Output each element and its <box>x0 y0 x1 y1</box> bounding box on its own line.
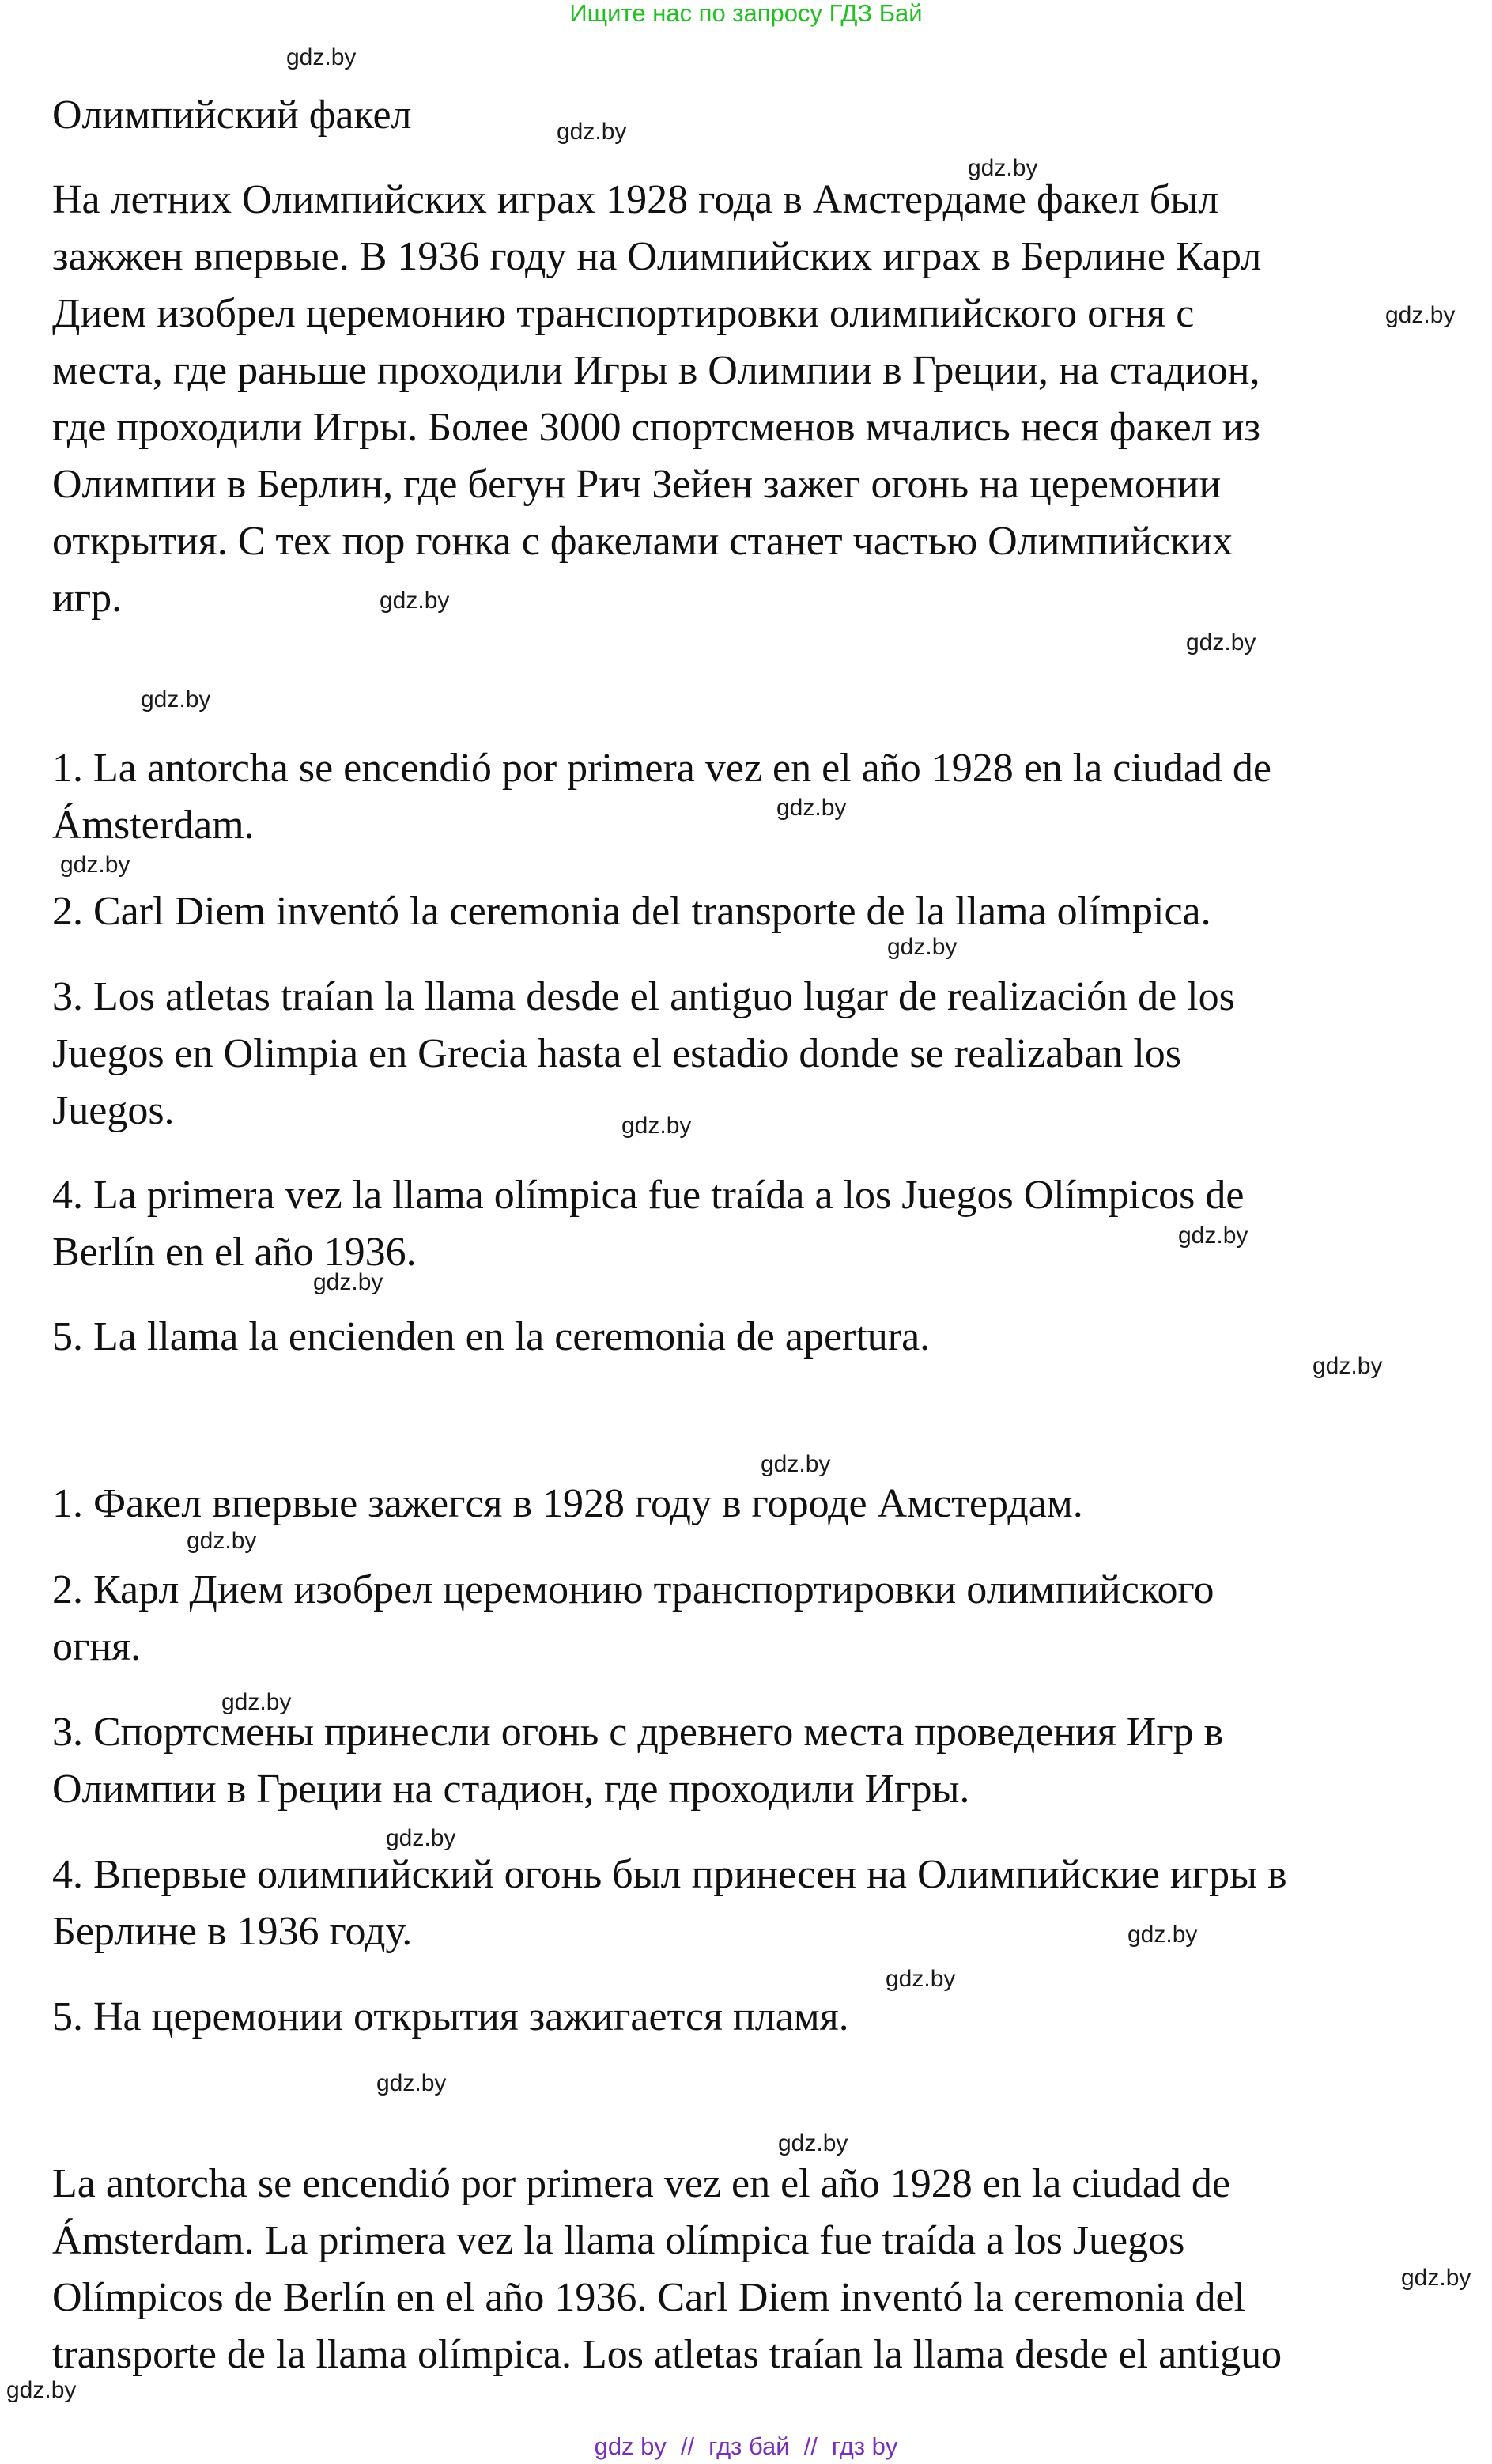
spanish-item-5 <box>52 1309 1460 1366</box>
item-line: 2. Карл Дием изобрел церемонию транспортировки олимпийского <box>52 1567 1214 1612</box>
watermark: gdz.by <box>778 2130 848 2156</box>
watermark: gdz.by <box>60 852 130 878</box>
top-banner: Ищите нас по запросу ГДЗ Бай <box>569 0 923 27</box>
watermark: gdz.by <box>376 2070 447 2096</box>
spanish-summary <box>52 2156 1460 2383</box>
russian-item-3 <box>52 1704 1460 1818</box>
watermark: gdz.by <box>1186 629 1256 656</box>
paragraph-line: открытия. С тех пор гонка с факелами станет частью Олимпийских <box>52 519 1233 564</box>
item-line: 5. La llama la encienden en la ceremonia de apertura. <box>52 1314 931 1359</box>
watermark: gdz.by <box>887 934 958 960</box>
summary-line: La antorcha se encendió por primera vez en el año 1928 en la ciudad de <box>52 2161 1230 2206</box>
watermark: gdz.by <box>313 1269 383 1295</box>
russian-paragraph <box>52 172 1460 627</box>
watermark: gdz.by <box>557 119 627 145</box>
paragraph-line: игр. <box>52 576 123 621</box>
item-line: 1. La antorcha se encendió por primera vez en el año 1928 en la ciudad de <box>52 746 1271 791</box>
item-line: 3. Los atletas traían la llama desde el antiguo lugar de realización de los <box>52 974 1235 1019</box>
watermark: gdz.by <box>1385 302 1456 328</box>
footer-link-gdz-by-cyr[interactable]: гдз by <box>831 2432 898 2460</box>
footer-links <box>0 2432 1492 2461</box>
watermark: gdz.by <box>776 795 847 821</box>
item-line: 5. На церемонии открытия зажигается пламя. <box>52 1994 849 2039</box>
spanish-item-3 <box>52 969 1460 1139</box>
watermark: gdz.by <box>380 588 450 614</box>
watermark: gdz.by <box>1178 1223 1248 1249</box>
paragraph-line: Дием изобрел церемонию транспортировки олимпийского огня с <box>52 291 1195 336</box>
russian-item-1 <box>52 1476 1460 1532</box>
footer-link-gdz-by[interactable]: gdz by <box>594 2432 667 2460</box>
summary-line: Olímpicos de Berlín en el año 1936. Carl Diem inventó la ceremonia del <box>52 2275 1246 2320</box>
watermark: gdz.by <box>968 155 1038 181</box>
watermark: gdz.by <box>386 1825 456 1851</box>
russian-item-4 <box>52 1846 1460 1960</box>
watermark: gdz.by <box>886 1966 956 1992</box>
paragraph-line: Олимпии в Берлин, где бегун Рич Зейен зажег огонь на церемонии <box>52 462 1222 507</box>
watermark: gdz.by <box>1313 1353 1383 1379</box>
watermark: gdz.by <box>1401 2265 1471 2291</box>
paragraph-line: На летних Олимпийских играх 1928 года в Амстердаме факел был <box>52 177 1219 222</box>
watermark: gdz.by <box>761 1451 831 1477</box>
item-line: 1. Факел впервые зажегся в 1928 году в городе Амстердам. <box>52 1481 1083 1526</box>
watermark: gdz.by <box>141 686 211 712</box>
page-title: Олимпийский факел <box>52 93 412 138</box>
item-line: Juegos. <box>52 1088 175 1133</box>
summary-line: transporte de la llama olímpica. Los atletas traían la llama desde el antiguo <box>52 2332 1282 2377</box>
summary-line: Ámsterdam. La primera vez la llama olímpica fue traída a los Juegos <box>52 2218 1185 2263</box>
item-line: Juegos en Olimpia en Grecia hasta el estadio donde se realizaban los <box>52 1031 1182 1076</box>
spanish-item-2 <box>52 883 1460 940</box>
paragraph-line: зажжен впервые. В 1936 году на Олимпийских играх в Берлине Карл <box>52 234 1262 279</box>
footer-separator: // <box>803 2432 818 2460</box>
russian-item-2 <box>52 1562 1460 1676</box>
footer-link-gdz-bai[interactable]: гдз бай <box>708 2432 790 2460</box>
item-line: 2. Carl Diem inventó la ceremonia del transporte de la llama olímpica. <box>52 889 1211 934</box>
spanish-item-1 <box>52 740 1460 854</box>
footer-separator: // <box>680 2432 695 2460</box>
paragraph-line: места, где раньше проходили Игры в Олимпии в Греции, на стадион, <box>52 348 1260 393</box>
watermark: gdz.by <box>1127 1922 1198 1948</box>
paragraph-line: где проходили Игры. Более 3000 спортсменов мчались неся факел из <box>52 405 1261 450</box>
item-line: Berlín en el año 1936. <box>52 1230 417 1275</box>
item-line: Ámsterdam. <box>52 803 255 848</box>
russian-item-5 <box>52 1989 1460 2046</box>
item-line: 4. La primera vez la llama olímpica fue traída a los Juegos Olímpicos de <box>52 1173 1245 1218</box>
item-line: Олимпии в Греции на стадион, где проходили Игры. <box>52 1767 970 1812</box>
watermark: gdz.by <box>621 1113 692 1139</box>
watermark: gdz.by <box>286 44 357 70</box>
watermark: gdz.by <box>187 1528 257 1554</box>
watermark: gdz.by <box>221 1689 292 1715</box>
watermark: gdz.by <box>6 2377 77 2403</box>
item-line: Берлине в 1936 году. <box>52 1909 413 1954</box>
item-line: огня. <box>52 1624 142 1669</box>
item-line: 3. Спортсмены принесли огонь с древнего места проведения Игр в <box>52 1710 1224 1755</box>
item-line: 4. Впервые олимпийский огонь был принесен на Олимпийские игры в <box>52 1852 1287 1897</box>
spanish-item-4 <box>52 1167 1460 1281</box>
